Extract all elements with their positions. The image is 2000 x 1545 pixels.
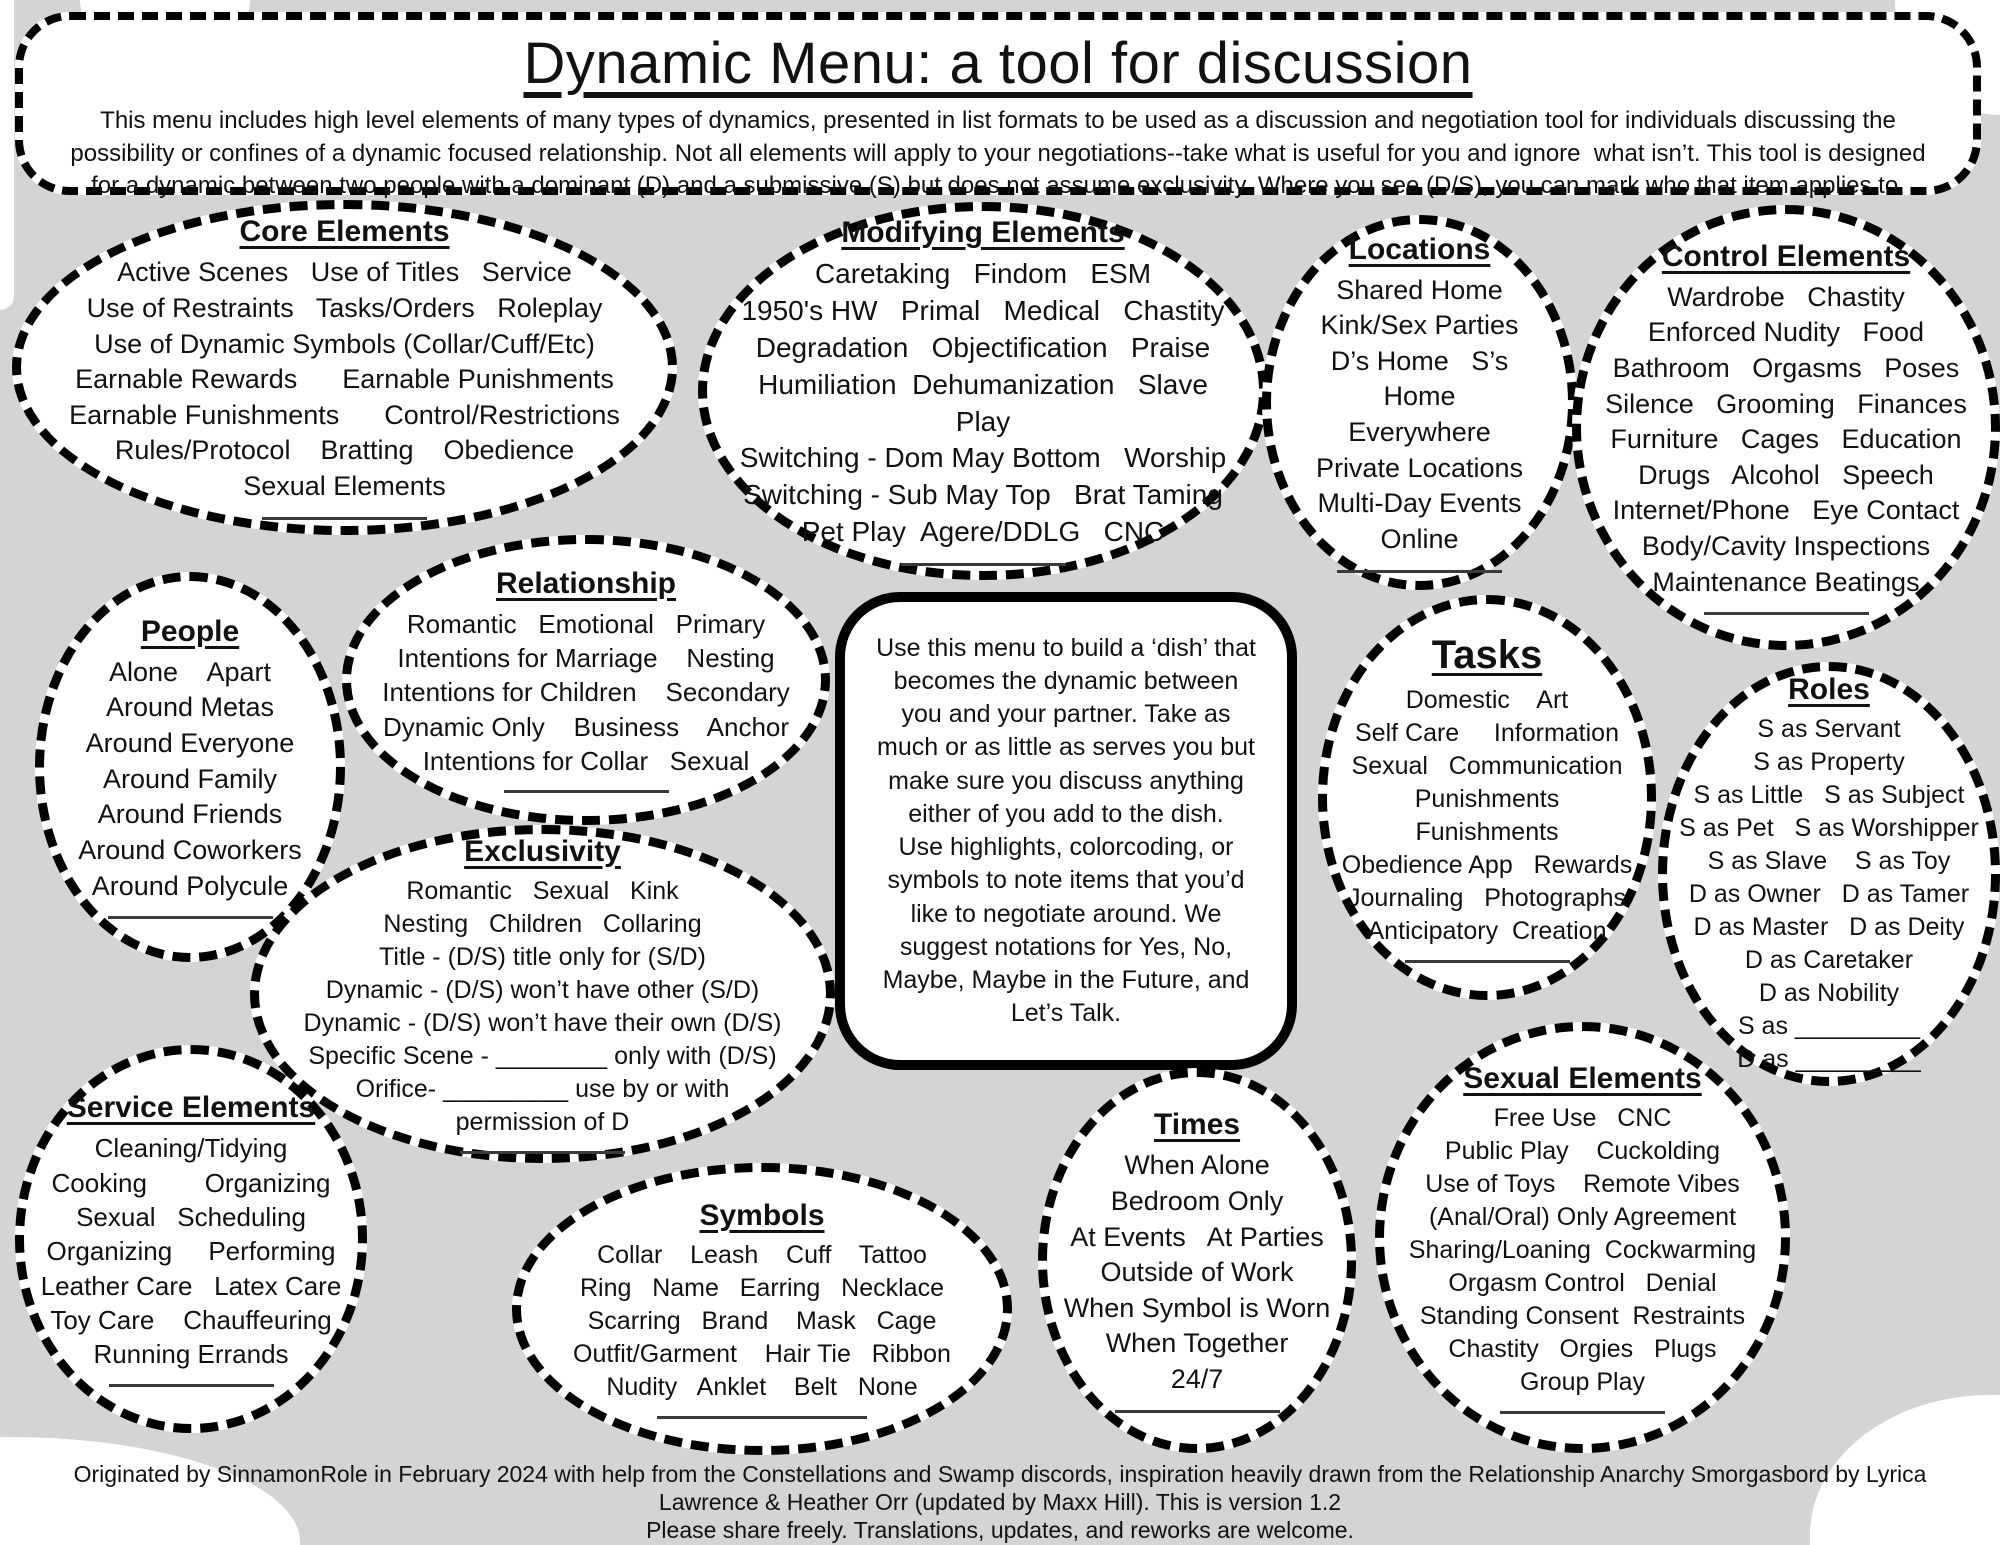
instructions-paragraph-2: Use highlights, colorcoding, or symbols to note items that you’d like to negotiate around. We suggest notations for Yes, No, Maybe, Maybe in the Future, and Let’s Talk. [882, 833, 1250, 1028]
fill-in-blank-line[interactable] [1500, 1411, 1665, 1414]
fill-in-blank-line[interactable] [109, 1384, 274, 1387]
section-lines [1337, 684, 1637, 948]
section-lines [1064, 1148, 1331, 1397]
section-title: Exclusivity [464, 834, 621, 868]
section-exclusivity [250, 825, 835, 1163]
list-line: Chastity Orgies Plugs [1448, 1334, 1717, 1363]
fill-in-blank-line[interactable] [1405, 960, 1570, 963]
fill-in-blank-line[interactable] [108, 916, 273, 919]
list-line: Anticipatory Creation [1367, 916, 1607, 945]
list-line: S as _________ [1737, 1011, 1921, 1040]
list-line: Shared Home [1336, 274, 1503, 305]
list-line: Use of Toys Remote Vibes [1425, 1169, 1740, 1198]
list-line: Cleaning/Tidying [94, 1133, 288, 1164]
list-line: Silence Grooming Finances [1605, 388, 1967, 419]
list-line: Specific Scene - ________ only with (D/S) [308, 1041, 777, 1070]
list-line: Enforced Nudity Food [1647, 317, 1925, 348]
list-line: D as Caretaker [1744, 945, 1914, 974]
fill-in-blank-line[interactable] [504, 790, 669, 793]
list-line: Furniture Cages Education [1610, 424, 1962, 455]
section-lines [1297, 273, 1542, 558]
list-line: Intentions for Children Secondary [382, 677, 790, 708]
section-title: People [140, 614, 240, 648]
list-line: D as Nobility [1758, 978, 1900, 1007]
fill-in-blank-line[interactable] [460, 1151, 625, 1154]
corner-cutout-left-strip [0, 0, 14, 310]
list-line: When Together [1105, 1328, 1289, 1359]
list-line: Wardrobe Chastity [1667, 281, 1905, 312]
list-line: Dynamic Only Business Anchor [382, 711, 790, 742]
section-lines [304, 875, 782, 1139]
list-line: Sexual Elements [243, 471, 446, 502]
list-line: Earnable Funishments Control/Restrictions [69, 399, 620, 430]
list-line: Switching - Sub May Top Brat Taming [743, 479, 1223, 511]
list-line: Sexual Scheduling [76, 1202, 306, 1233]
list-line: Collar Leash Cuff Tattoo [597, 1241, 927, 1269]
section-lines [1605, 280, 1967, 601]
list-line: S as Slave S as Toy [1707, 846, 1951, 875]
section-title: Service Elements [66, 1091, 316, 1125]
section-title: Symbols [699, 1199, 825, 1232]
list-line: Active Scenes Use of Titles Service [117, 257, 572, 288]
list-line: Bathroom Orgasms Poses [1612, 352, 1960, 383]
section-title: Sexual Elements [1463, 1061, 1702, 1095]
footer-line-2: Lawrence & Heather Orr (updated by Maxx Hill). This is version 1.2 [658, 1489, 1342, 1516]
list-line: Use of Restraints Tasks/Orders Roleplay [86, 292, 603, 323]
list-line: Internet/Phone Eye Contact [1612, 495, 1960, 526]
list-line: Degradation Objectification Praise [755, 331, 1211, 363]
list-line: 24/7 [1170, 1364, 1224, 1395]
section-title: Roles [1788, 672, 1870, 706]
list-line: Running Errands [93, 1339, 289, 1370]
list-line: Public Play Cuckolding [1444, 1136, 1721, 1165]
section-lines [382, 607, 790, 779]
list-line: S as Little S as Subject [1693, 780, 1965, 809]
section-lines [573, 1239, 951, 1404]
list-line: Dynamic - (D/S) won’t have their own (D/S) [303, 1008, 782, 1037]
page-description: This menu includes high level elements of many types of dynamics, presented in list formats to be used as a discussion and negotiation tool for individuals discussing the possibility or confines of a dynamic focused relationship. Not all elements will apply to your negotiations--take what is useful for you and ignore what isn’t. This tool is designed for a dynamic between two people with a dominant (D) and a submissive (S) but does not assume exclusivity. Where you see (D/S), you can mark who that item applies to. [70, 107, 1933, 200]
list-line: Kink/Sex Parties [1320, 310, 1519, 341]
fill-in-blank-line[interactable] [657, 1416, 867, 1419]
fill-in-blank-line[interactable] [1115, 1410, 1280, 1413]
section-control-elements [1572, 205, 2000, 650]
list-line: Online [1380, 523, 1459, 554]
list-line: Caretaking Findom ESM [814, 257, 1152, 289]
section-roles [1658, 662, 2000, 1086]
list-line: Toy Care Chauffeuring [50, 1304, 332, 1335]
section-service-elements [15, 1045, 367, 1433]
fill-in-blank-line[interactable] [1337, 570, 1502, 573]
list-line: Outside of Work [1100, 1257, 1294, 1288]
list-line: Ring Name Earring Necklace [579, 1274, 944, 1302]
page-title: Dynamic Menu: a tool for discussion [523, 31, 1473, 96]
list-line: Journaling Photographs [1348, 883, 1626, 912]
list-line: Body/Cavity Inspections [1641, 531, 1931, 562]
section-title: Modifying Elements [841, 215, 1125, 249]
section-lines [733, 256, 1233, 552]
list-line: Drugs Alcohol Speech [1638, 459, 1934, 490]
list-line: Dynamic - (D/S) won’t have other (S/D) [325, 975, 760, 1004]
section-modifying-elements [698, 202, 1268, 580]
list-line: Outfit/Garment Hair Tie Ribbon [573, 1340, 951, 1368]
section-title: Times [1153, 1108, 1241, 1142]
section-lines [1679, 713, 1979, 1076]
section-locations [1262, 215, 1577, 590]
list-line: Free Use CNC [1493, 1103, 1672, 1132]
section-title: Relationship [495, 566, 676, 600]
list-line: D as _________ [1737, 1044, 1921, 1073]
header-panel [15, 12, 1981, 200]
list-line: Around Coworkers [78, 834, 302, 865]
list-line: Domestic Art [1405, 685, 1569, 714]
section-sexual-elements [1375, 1022, 1790, 1453]
list-line: D’s Home S’s Home [1330, 345, 1516, 412]
list-line: Around Everyone [85, 728, 295, 759]
list-line: Title - (D/S) title only for (S/D) [379, 942, 706, 971]
list-line: Punishments Funishments [1414, 784, 1574, 846]
section-lines [41, 1131, 342, 1371]
list-line: Sexual Communication [1351, 751, 1623, 780]
list-line: Obedience App Rewards [1341, 850, 1633, 879]
section-lines [1409, 1102, 1756, 1399]
instructions-box [835, 592, 1297, 1070]
list-line: Orgasm Control Denial [1448, 1268, 1717, 1297]
list-line: D as Master D as Deity [1693, 912, 1965, 941]
list-line: Everywhere [1348, 417, 1491, 447]
list-line: Standing Consent Restraints [1419, 1301, 1746, 1330]
list-line: Cooking Organizing [51, 1167, 331, 1198]
list-line: Around Metas [105, 692, 275, 723]
list-line: S as Pet S as Worshipper [1679, 813, 1979, 842]
list-line: (Anal/Oral) Only Agreement [1428, 1202, 1737, 1231]
list-line: Earnable Rewards Earnable Punishments [75, 364, 614, 395]
section-title: Core Elements [239, 215, 450, 249]
list-line: Organizing Performing [46, 1236, 336, 1267]
list-line: Use of Dynamic Symbols (Collar/Cuff/Etc) [94, 328, 595, 359]
list-line: Intentions for Collar Sexual [422, 745, 750, 776]
list-line: Maintenance Beatings [1652, 566, 1920, 597]
section-lines [78, 655, 302, 904]
list-line: Around Friends [97, 799, 283, 830]
list-line: Group Play [1519, 1367, 1646, 1396]
list-line: Around Family [102, 763, 278, 794]
fill-in-blank-line[interactable] [262, 517, 427, 520]
list-line: D as Owner D as Tamer [1688, 879, 1970, 908]
list-line: Intentions for Marriage Nesting [397, 643, 775, 674]
fill-in-blank-line[interactable] [901, 563, 1066, 566]
list-line: permission of D [455, 1107, 630, 1136]
list-line: S as Property [1753, 747, 1905, 776]
list-line: Pet Play Agere/DDLG CNC [801, 516, 1165, 548]
list-line: 1950's HW Primal Medical Chastity [741, 294, 1225, 326]
list-line: Self Care Information [1354, 718, 1619, 747]
list-line: When Alone [1124, 1150, 1270, 1181]
section-title: Tasks [1431, 632, 1543, 677]
section-symbols [512, 1163, 1012, 1455]
section-core-elements [12, 200, 677, 535]
section-title: Locations [1348, 232, 1491, 266]
list-line: Nesting Children Collaring [383, 909, 702, 938]
list-line: Romantic Emotional Primary [406, 608, 766, 639]
section-relationship [342, 535, 830, 825]
list-line: Orifice- _________ use by or with [355, 1074, 730, 1103]
list-line: Multi-Day Events [1317, 488, 1522, 519]
section-times [1038, 1068, 1356, 1453]
section-title: Control Elements [1661, 239, 1911, 273]
list-line: Romantic Sexual Kink [406, 876, 679, 905]
section-lines [69, 255, 620, 504]
list-line: Sharing/Loaning Cockwarming [1408, 1235, 1757, 1264]
list-line: S as Servant [1757, 714, 1901, 743]
section-tasks [1318, 595, 1656, 1000]
list-line: Scarring Brand Mask Cage [587, 1307, 937, 1335]
fill-in-blank-line[interactable] [1704, 612, 1869, 615]
list-line: Around Polycule [91, 870, 289, 901]
instructions-paragraph-1: Use this menu to build a ‘dish’ that becomes the dynamic between you and your partner. Take as much or as little as serves you but make sure you discuss anything either of you add to the dish. [876, 633, 1256, 828]
list-line: Switching - Dom May Bottom Worship [739, 442, 1227, 474]
list-line: Alone Apart [108, 656, 272, 687]
footer-credits [0, 1460, 2000, 1544]
footer-line-3: Please share freely. Translations, updates, and reworks are welcome. [646, 1517, 1354, 1544]
list-line: Private Locations [1315, 452, 1524, 483]
list-line: At Events At Parties [1070, 1221, 1324, 1252]
list-line: Humiliation Dehumanization Slave Play [758, 368, 1216, 437]
footer-line-1: Originated by SinnamonRole in February 2024 with help from the Constellations and Swamp discords, inspiration heavily drawn from the Relationship Anarchy Smorgasbord by Lyrica [73, 1461, 1927, 1487]
list-line: Leather Care Latex Care [40, 1270, 342, 1301]
list-line: Bedroom Only [1110, 1185, 1284, 1216]
list-line: Rules/Protocol Bratting Obedience [114, 435, 575, 466]
list-line: Nudity Anklet Belt None [606, 1373, 918, 1401]
list-line: When Symbol is Worn [1063, 1292, 1331, 1323]
